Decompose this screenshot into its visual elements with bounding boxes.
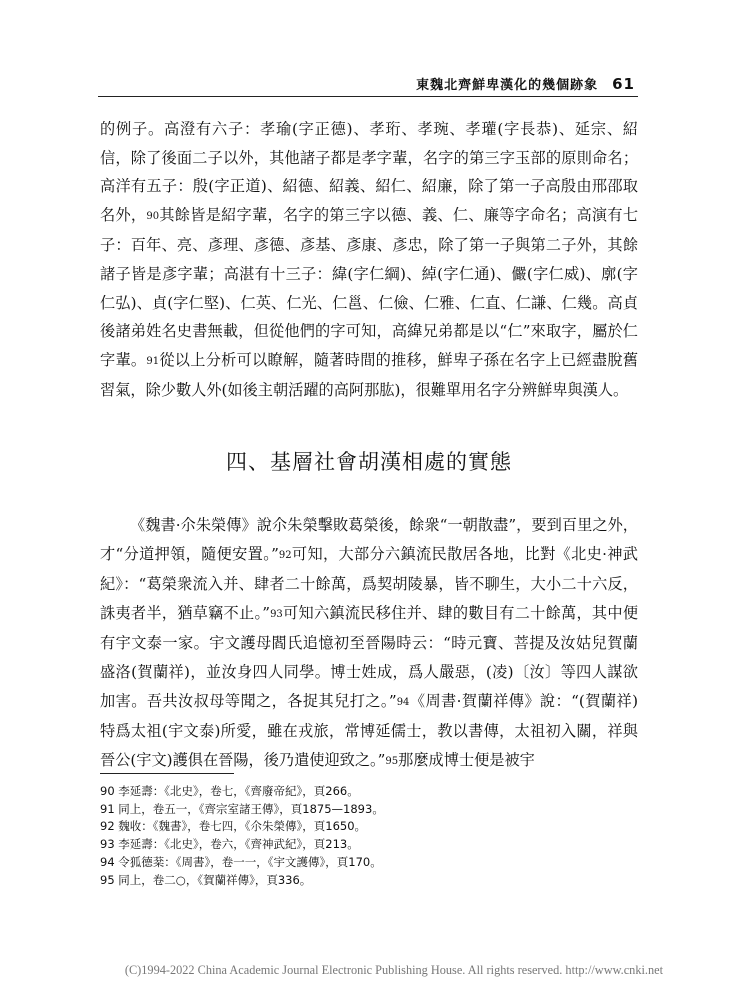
paragraph-2-text-a: 《魏書·尒朱榮傳》說尒朱榮擊敗葛榮後，餘衆“一朝散盡”，要到百里之外，才“分道押領，隨便安置。”: [100, 516, 638, 563]
footnote-rule: [100, 773, 234, 774]
footnote-ref-92[interactable]: 92: [278, 549, 292, 561]
footnote-ref-91[interactable]: 91: [146, 355, 160, 367]
running-title: 東魏北齊鮮卑漢化的幾個跡象: [416, 78, 599, 93]
paragraph-1-text-b: 其餘皆是紹字輩，名字的第三字以德、義、仁、廉等字命名；高演有七子：百年、亮、彥理、彥德、彥基、彥康、彥忠，除了第一子與第二子外，其餘諸子皆是彥字輩；高湛有十三子：緯(字仁綱)、綽(字仁通)、儼(字仁威)、廓(字仁弘)、貞(字仁堅)、仁英、仁光、仁邕、仁儉、仁雅、仁直、仁謙、仁幾。高貞後諸弟姓名史書無載，但從他們的字可知，高緯兄弟都是以“仁”來取字，屬於仁字輩。: [100, 205, 639, 369]
paragraph-2: [100, 511, 638, 776]
paragraph-2-text-b: 可知，大部分六鎮流民散居各地，比對《北史·神武紀》：“葛榮衆流入并、肆者二十餘萬，爲契胡陵暴，皆不聊生，大小二十六反，誅夷者半，猶草竊不止。”: [100, 544, 638, 622]
footnote-92: 92 魏收：《魏書》，卷七四，《尒朱榮傳》，頁1650。: [100, 819, 367, 834]
page-number: 61: [612, 75, 635, 93]
footnote-94: 94 令狐德棻：《周書》，卷一一，《宇文護傳》，頁170。: [100, 854, 382, 869]
footnotes: [100, 783, 638, 889]
footnote-91: 91 同上，卷五一，《齊宗室諸王傳》，頁1875—1893。: [100, 801, 384, 816]
running-head: [416, 74, 635, 93]
paragraph-1: [100, 115, 638, 405]
footnote-93: 93 李延壽：《北史》，卷六，《齊神武紀》，頁213。: [100, 837, 359, 852]
footnote-ref-95[interactable]: 95: [385, 755, 399, 767]
section-title: 四、基層社會胡漢相處的實態: [226, 450, 512, 474]
paragraph-2-text-c: 可知六鎮流民移住并、肆的數目有二十餘萬，其中便有宇文泰一家。宇文護母閻氏追憶初至晉陽時云：“時元寶、菩提及汝姑兒賀蘭盛洛(賀蘭祥)，並汝身四人同學。博士姓成，爲人嚴惡，(凌)〔汝〕等四人謀欲加害。吾共汝叔母等聞之，各捉其兒打之。”: [100, 603, 639, 710]
header-rule: [98, 96, 638, 97]
footnote-90: 90 李延壽：《北史》，卷七，《齊廢帝紀》，頁266。: [100, 784, 359, 798]
paragraph-1-text-a: 的例子。高澄有六子：孝瑜(字正德)、孝珩、孝琬、孝瓘(字長恭)、延宗、紹信，除了後面二子以外，其他諸子都是孝字輩，名字的第三字玉部的原則命名；高洋有五子：殷(字正道)、紹德、紹義、紹仁、紹廉，除了第一子高殷由邢邵取名外，: [100, 120, 638, 224]
footnote-ref-90[interactable]: 90: [146, 210, 160, 222]
paragraph-2-text-d: 《周書·賀蘭祥傳》說：“(賀蘭祥)特爲太祖(宇文泰)所愛，雖在戎旅，常博延儒士，教以書傳，太祖初入關，祥與晉公(宇文)護俱在晉陽，後乃遣使迎致之。”: [100, 691, 638, 769]
copyright-footer: (C)1994-2022 China Academic Journal Electronic Publishing House. All rights reserved. http://www.cnki.net: [124, 963, 663, 977]
paragraph-1-text-c: 從以上分析可以瞭解，隨著時間的推移，鮮卑子孫在名字上已經盡脫舊習氣，除少數人外(如後主朝活躍的高阿那肱)，很難單用名字分辨鮮卑與漢人。: [100, 350, 639, 400]
footnote-ref-93[interactable]: 93: [270, 608, 283, 620]
footnote-ref-94[interactable]: 94: [396, 696, 410, 708]
footnote-95: 95 同上，卷二○，《賀蘭祥傳》，頁336。: [100, 872, 312, 887]
paragraph-2-text-e: 那麼成博士便是被宇: [398, 750, 535, 769]
